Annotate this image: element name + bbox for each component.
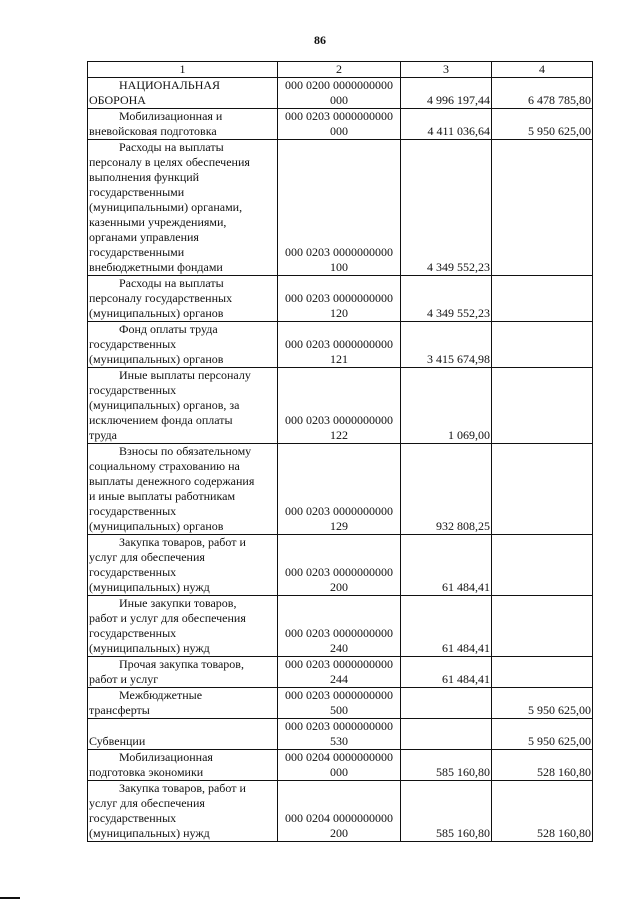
row-code-cell (278, 596, 401, 657)
row-code-line: 000 (330, 124, 348, 138)
row-name-cell (88, 596, 278, 657)
header-col-1: 1 (88, 62, 278, 78)
row-amount-col3: 61 484,41 (401, 535, 492, 596)
row-name-line: (муниципальных) органов (89, 306, 224, 320)
row-name-cell (88, 78, 278, 109)
row-name-line: (муниципальных) органов, за (89, 398, 240, 412)
row-name-cell (88, 750, 278, 781)
table-row (88, 444, 593, 535)
row-name-line: услуг для обеспечения (89, 550, 205, 564)
row-code-cell (278, 781, 401, 842)
row-amount-col4 (492, 140, 593, 276)
row-code-line: 000 0203 0000000000 (285, 245, 393, 259)
row-name-line: персоналу государственных (89, 291, 233, 305)
row-name-line: работ и услуг для обеспечения (89, 611, 246, 625)
row-code-line: 121 (330, 352, 348, 366)
row-code-line: 100 (330, 260, 348, 274)
row-amount-col4 (492, 657, 593, 688)
row-name-line: государственных (89, 383, 177, 397)
row-amount-col3: 4 996 197,44 (401, 78, 492, 109)
row-name-line: (муниципальных) органов (89, 352, 224, 366)
table-header-row (88, 62, 593, 78)
row-code-cell (278, 109, 401, 140)
table-row (88, 596, 593, 657)
row-amount-col4 (492, 276, 593, 322)
row-name-cell (88, 322, 278, 368)
row-name-line: государственными (89, 185, 185, 199)
row-amount-col3: 61 484,41 (401, 657, 492, 688)
row-name-line: работ и услуг (89, 672, 159, 686)
row-name-line: государственных (89, 337, 177, 351)
budget-table (87, 61, 593, 842)
row-name-line: социальному страхованию на (89, 459, 240, 473)
row-amount-col3 (401, 688, 492, 719)
row-name-line: подготовка экономики (89, 765, 204, 779)
row-code-line: 000 0203 0000000000 (285, 688, 393, 702)
row-amount-col4 (492, 444, 593, 535)
row-code-line: 000 0203 0000000000 (285, 109, 393, 123)
row-code-cell (278, 444, 401, 535)
row-name-line: внебюджетными фондами (89, 260, 223, 274)
row-code-line: 122 (330, 428, 348, 442)
row-name-line: ОБОРОНА (89, 93, 146, 107)
row-code-cell (278, 719, 401, 750)
row-amount-col3: 1 069,00 (401, 368, 492, 444)
row-name-line: Мобилизационная и (119, 109, 223, 123)
row-code-cell (278, 535, 401, 596)
row-name-line: государственных (89, 504, 177, 518)
row-name-cell (88, 657, 278, 688)
row-code-line: 200 (330, 580, 348, 594)
table-row (88, 140, 593, 276)
row-amount-col4 (492, 322, 593, 368)
row-name-cell (88, 688, 278, 719)
row-code-line: 200 (330, 826, 348, 840)
row-name-line: выполнения функций (89, 170, 200, 184)
row-name-line: исключением фонда оплаты (89, 413, 233, 427)
row-name-line: (муниципальными) органами, (89, 200, 243, 214)
row-amount-col4 (492, 535, 593, 596)
table-row (88, 535, 593, 596)
row-name-line: государственных (89, 626, 177, 640)
page-number: 86 (314, 33, 326, 47)
row-amount-col4 (492, 368, 593, 444)
row-amount-col3: 585 160,80 (401, 750, 492, 781)
row-name-line: Закупка товаров, работ и (119, 781, 246, 795)
row-name-line (89, 719, 276, 734)
row-code-line: 120 (330, 306, 348, 320)
row-code-line: 000 0204 0000000000 (285, 811, 393, 825)
row-name-cell (88, 368, 278, 444)
row-name-line: Прочая закупка товаров, (119, 657, 244, 671)
row-code-line: 240 (330, 641, 348, 655)
row-amount-col3: 4 349 552,23 (401, 140, 492, 276)
row-code-cell (278, 78, 401, 109)
table-row (88, 276, 593, 322)
row-name-line: Взносы по обязательному (119, 444, 252, 458)
table-row (88, 78, 593, 109)
row-code-cell (278, 750, 401, 781)
row-name-line: вневойсковая подготовка (89, 124, 217, 138)
row-code-line: 000 0203 0000000000 (285, 291, 393, 305)
row-name-line: Закупка товаров, работ и (119, 535, 246, 549)
row-amount-col3 (401, 719, 492, 750)
row-amount-col4: 6 478 785,80 (492, 78, 593, 109)
row-name-line: услуг для обеспечения (89, 796, 205, 810)
row-name-cell (88, 781, 278, 842)
row-name-line: (муниципальных) нужд (89, 580, 210, 594)
row-name-cell (88, 444, 278, 535)
row-amount-col4: 5 950 625,00 (492, 688, 593, 719)
row-name-cell (88, 140, 278, 276)
row-name-cell (88, 535, 278, 596)
row-amount-col4: 5 950 625,00 (492, 719, 593, 750)
row-name-line: государственных (89, 565, 177, 579)
row-amount-col3: 585 160,80 (401, 781, 492, 842)
row-name-line: Фонд оплаты труда (119, 322, 218, 336)
row-code-line: 000 (330, 93, 348, 107)
row-amount-col4 (492, 596, 593, 657)
row-code-line: 530 (330, 734, 348, 748)
row-code-line: 000 0203 0000000000 (285, 504, 393, 518)
row-name-line: (муниципальных) нужд (89, 826, 210, 840)
table-row (88, 368, 593, 444)
row-amount-col3: 4 411 036,64 (401, 109, 492, 140)
row-name-line: государственных (89, 811, 177, 825)
row-name-line: Расходы на выплаты (119, 276, 224, 290)
row-name-line: трансферты (89, 703, 150, 717)
row-name-line: Мобилизационная (119, 750, 213, 764)
row-name-line: НАЦИОНАЛЬНАЯ (119, 78, 221, 92)
row-code-line: 000 0203 0000000000 (285, 626, 393, 640)
row-code-cell (278, 657, 401, 688)
row-code-line: 129 (330, 519, 348, 533)
row-name-line: Иные закупки товаров, (119, 596, 237, 610)
row-name-line: Расходы на выплаты (119, 140, 224, 154)
budget-table-body (88, 62, 593, 842)
header-col-3: 3 (401, 62, 492, 78)
row-code-cell (278, 688, 401, 719)
row-name-line: Иные выплаты персоналу (119, 368, 251, 382)
header-col-4: 4 (492, 62, 593, 78)
row-code-cell (278, 276, 401, 322)
row-name-line: органами управления (89, 230, 199, 244)
row-name-line: Субвенции (89, 734, 146, 748)
row-name-line: государственными (89, 245, 185, 259)
row-code-line: 500 (330, 703, 348, 717)
row-amount-col3: 4 349 552,23 (401, 276, 492, 322)
row-code-line: 000 0203 0000000000 (285, 657, 393, 671)
row-code-line: 000 0203 0000000000 (285, 565, 393, 579)
margin-mark (0, 897, 20, 899)
row-code-line: 000 0203 0000000000 (285, 413, 393, 427)
row-code-cell (278, 368, 401, 444)
table-row (88, 657, 593, 688)
row-amount-col3: 61 484,41 (401, 596, 492, 657)
row-code-line: 000 (330, 765, 348, 779)
table-row (88, 750, 593, 781)
row-name-line: (муниципальных) нужд (89, 641, 210, 655)
row-name-line: казенными учреждениями, (89, 215, 227, 229)
table-row (88, 109, 593, 140)
row-code-cell (278, 140, 401, 276)
header-col-2: 2 (278, 62, 401, 78)
row-name-line: персоналу в целях обеспечения (89, 155, 250, 169)
row-name-cell (88, 276, 278, 322)
row-code-line: 000 0200 0000000000 (285, 78, 393, 92)
row-amount-col4: 528 160,80 (492, 750, 593, 781)
table-row (88, 719, 593, 750)
row-name-line: выплаты денежного содержания (89, 474, 255, 488)
row-name-cell (88, 109, 278, 140)
table-row (88, 781, 593, 842)
row-name-line: труда (89, 428, 117, 442)
row-code-cell (278, 322, 401, 368)
row-amount-col4: 5 950 625,00 (492, 109, 593, 140)
row-name-line: и иные выплаты работникам (89, 489, 236, 503)
row-code-line: 244 (330, 672, 348, 686)
row-name-line: (муниципальных) органов (89, 519, 224, 533)
row-name-line: Межбюджетные (119, 688, 203, 702)
row-name-cell (88, 719, 278, 750)
row-code-line: 000 0204 0000000000 (285, 750, 393, 764)
row-amount-col3: 3 415 674,98 (401, 322, 492, 368)
row-amount-col4: 528 160,80 (492, 781, 593, 842)
row-amount-col3: 932 808,25 (401, 444, 492, 535)
table-row (88, 322, 593, 368)
table-row (88, 688, 593, 719)
row-code-line: 000 0203 0000000000 (285, 719, 393, 733)
row-code-line: 000 0203 0000000000 (285, 337, 393, 351)
